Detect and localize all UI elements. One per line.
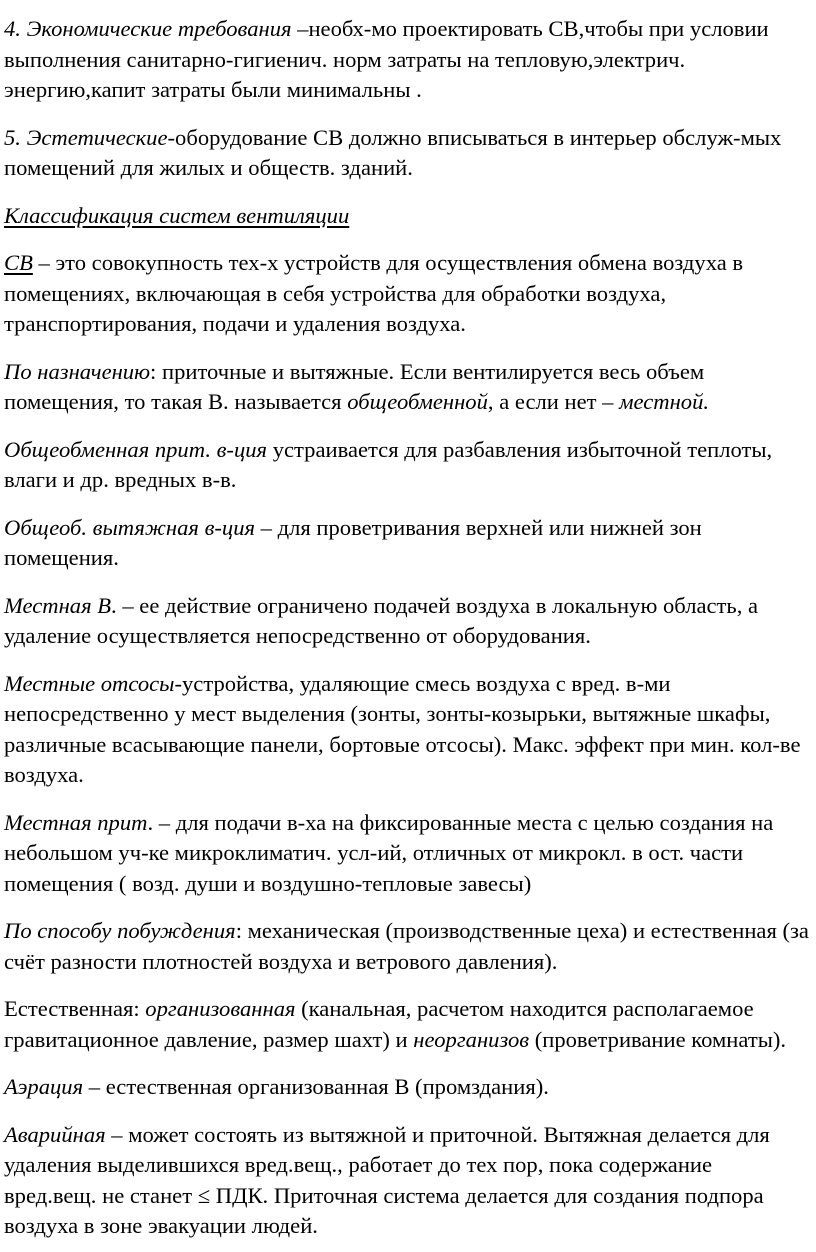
paragraph-economic-requirements	[4, 14, 810, 106]
paragraph-text: . – ее действие ограничено подачей воздуха в локальную область, а удаление осуществляется непосредственно от оборудования.	[4, 592, 759, 648]
paragraph-text: – может состоять из вытяжной и приточной. Вытяжная делается для удаления выделившихся вред.вещ., работает до тех пор, пока содержание вред.вещ. не станет ≤ ПДК. Приточная система делается для создания подпора воздуха в зоне эвакуации людей.	[4, 1121, 770, 1238]
paragraph-text: – для проветривания верхней или нижней зон помещения.	[4, 514, 702, 570]
term: неорганизов	[413, 1026, 530, 1052]
term: Общеоб. вытяжная в-ция	[4, 514, 255, 540]
term: 5. Эстетические	[4, 124, 168, 150]
term: общеобменной	[347, 389, 488, 414]
heading-text: Классификация систем вентиляции	[4, 202, 350, 228]
section-heading	[4, 201, 810, 232]
paragraph-natural	[4, 994, 810, 1055]
paragraph-text: –необх-мо проектировать СВ,чтобы при условии выполнения санитарно-гигиенич. норм затраты на тепловую,электрич. энергию,капит затраты были минимальны .	[4, 16, 769, 102]
paragraph-text: – естественная организованная В (промздания).	[83, 1074, 549, 1099]
paragraph-text: (канальная, расчетом находится располагаемое гравитационное давление, размер шахт) и	[4, 996, 754, 1052]
term: Местная В	[4, 592, 112, 618]
term: местной.	[619, 389, 710, 414]
paragraph-by-induction	[4, 916, 810, 977]
term: СВ	[4, 250, 33, 275]
term: Местная прит	[4, 809, 148, 835]
paragraph-text: -оборудование СВ должно вписываться в интерьер обслуж-мых помещений для жилых и обществ. зданий.	[4, 124, 782, 180]
paragraph-text: (проветривание комнаты).	[529, 1026, 787, 1052]
paragraph-local-supply	[4, 808, 810, 900]
paragraph-text: – это совокупность тех-х устройств для осуществления обмена воздуха в помещениях, включающая в себя устройства для обработки воздуха, транспортирования, подачи и удаления воздуха.	[4, 250, 744, 336]
paragraph-text: , а если нет –	[487, 389, 620, 414]
paragraph-text: Естественная:	[4, 996, 146, 1021]
paragraph-local-exhausts	[4, 669, 810, 791]
term: Общеобменная прит. в-ция	[4, 436, 268, 462]
paragraph-text: . – для подачи в-ха на фиксированные места с целью создания на небольшом уч-ке микроклиматич. усл-ий, отличных от микрокл. в ост. части помещения ( возд. души и воздушно-тепловые завесы)	[4, 809, 774, 896]
term: организованная	[145, 996, 296, 1021]
term: Местные отсосы	[4, 670, 175, 696]
paragraph-sv-definition	[4, 248, 810, 340]
paragraph-emergency	[4, 1120, 810, 1242]
paragraph-general-exhaust	[4, 513, 810, 574]
paragraph-aesthetic-requirements	[4, 123, 810, 184]
term: По назначению	[4, 358, 151, 384]
paragraph-local-ventilation	[4, 591, 810, 652]
term: Аэрация	[4, 1074, 84, 1099]
paragraph-text: -устройства, удаляющие смесь воздуха с вред. в-ми непосредственно у мест выделения (зонты, зонты-козырьки, вытяжные шкафы, различные всасывающие панели, бортовые отсосы). Макс. эффект при мин. кол-ве воздуха.	[4, 670, 801, 787]
paragraph-text: : механическая (производственные цеха) и естественная (за счёт разности плотностей воздуха и ветрового давления).	[4, 918, 809, 974]
paragraph-aeration	[4, 1072, 810, 1103]
paragraph-text: устраивается для разбавления избыточной теплоты, влаги и др. вредных в-в.	[4, 436, 773, 492]
term: По способу побуждения	[4, 918, 236, 943]
term: 4. Экономические требования	[4, 16, 292, 41]
paragraph-by-purpose	[4, 357, 810, 418]
paragraph-general-supply	[4, 435, 810, 496]
term: Аварийная	[4, 1121, 106, 1147]
paragraph-text: : приточные и вытяжные. Если вентилируется весь объем помещения, то такая В. называется	[4, 358, 705, 414]
